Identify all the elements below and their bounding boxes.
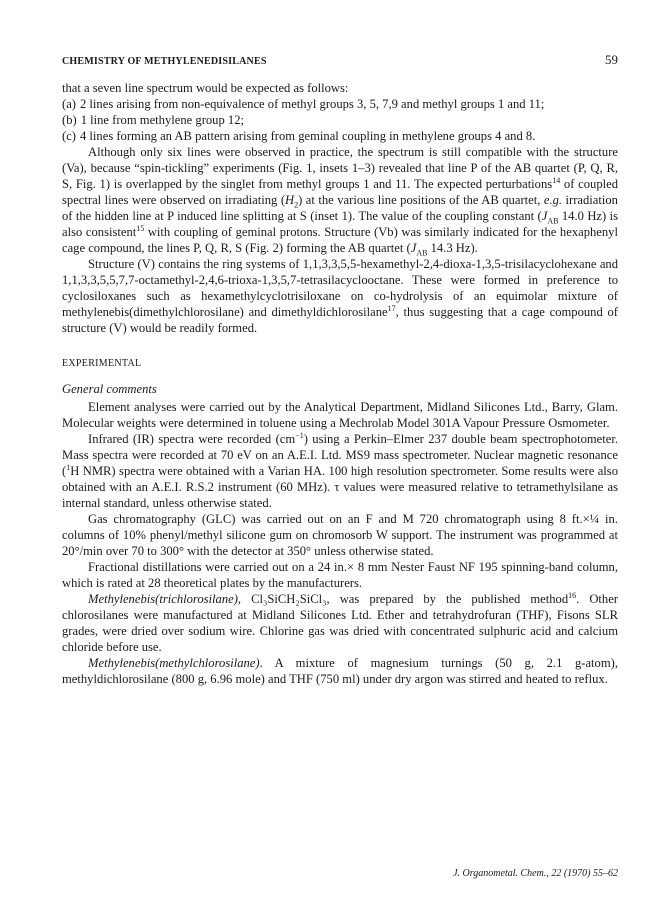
list-item-c [62,128,618,144]
list-text: 1 line from methylene group 12; [80,113,245,127]
page-body [62,80,618,687]
page-header [62,52,618,68]
compound-name: Methylenebis(methylchlorosilane) [88,656,260,670]
text-run: H NMR) spectra were obtained with a Varian HA. 100 high resolution spectrometer. Some results were also obtained with an A.E.I. R.S.2 instrument (60 MHz). τ values were measured relative to tetramethylsilane as internal standard, unless otherwise stated. [62,464,618,510]
text-run: Although only six lines were observed in practice, the spectrum is still compatible with the structure (Va), because “spin-tickling” experiments (Fig. 1, insets 1–3) revealed that line P of the AB quartet (P, Q, R, S, Fig. 1) is overlapped by the singlet from methyl groups 1 and 11. The expected perturbations [62,145,618,191]
text-run: . A mixture of magnesium turnings (50 g, 2.1 g-atom), methyldichlorosilane (800 g, 6.96 mole) and THF (750 ml) under dry argon was stirred and heated to reflux. [62,656,618,686]
subscript: AB [416,248,428,258]
symbol-italic: J [410,241,417,255]
reference-superscript: 14 [552,175,561,185]
text-run: . Other chlorosilanes were manufactured at Midland Silicones Ltd. Ether and tetrahydrofuran (THF), Fisons SLR grades, were dried over sodium wire. Chlorine gas was dried with concentrated sulphuric acid and calcium chloride before use. [62,592,618,654]
text-run: of coupled spectral lines were observed on irradiating ( [62,177,618,207]
paragraph-glc: Gas chromatography (GLC) was carried out on an F and M 720 chromatograph using 8 ft.×¼ in. columns of 10% phenyl/methyl silicone gum on chromosorb W support. The instrument was programmed at 20°/min over 70 to 300° with the detector at 350° unless otherwise stated. [62,512,618,558]
text-run: ) using a Perkin–Elmer 237 double beam spectrophotometer. Mass spectra were recorded at 70 eV on an A.E.I. Ltd. MS9 mass spectrometer. Nuclear magnetic resonance ( [62,432,618,478]
text-run: Infrared (IR) spectra were recorded (cm [88,432,296,446]
paragraph-ring-systems [62,256,618,336]
text-run: 14.0 Hz) is also consistent [62,209,619,239]
text-run: irradiation of the hidden line at P induced line splitting at S (inset 1). The value of the coupling constant ( [62,193,618,223]
symbol-italic: J [541,209,548,223]
list-text: 4 lines forming an AB pattern arising from geminal coupling in methylene groups 4 and 8. [79,129,536,143]
text-italic: e.g. [543,193,563,207]
intro-line: that a seven line spectrum would be expected as follows: [62,81,349,95]
reference-superscript: 15 [136,223,145,233]
superscript: 1 [66,462,71,472]
list-item-a [62,96,618,112]
text-run: Structure (V) contains the ring systems of 1,1,3,3,5,5-hexamethyl-2,4-dioxa-1,3,5-trisilacyclohexane and 1,1,3,3,5,5,7,7-octamethyl-2,4,6-trioxa-1,3,5,7-tetrasilacyclooctane. These were formed in preference to cyclosiloxanes such as hexamethylcyclotrisiloxane on co-hydrolysis of an equimolar mixture of methylenebis(dimethylchlorosilane) and dimethyldichlorosilane [62,257,618,319]
subscript: 2 [294,200,299,210]
reference-superscript: 16 [568,590,577,600]
compound-name: Methylenebis(trichlorosilane) [88,592,238,606]
list-label: (a) [62,97,76,111]
paragraph-spectra [62,431,618,511]
journal-citation: J. Organometal. Chem., 22 (1970) 55–62 [453,868,618,879]
list-label: (c) [62,129,76,143]
symbol-italic: H [285,193,295,207]
paragraph-methylchlorosilane [62,655,618,687]
paragraph-spin-tickling [62,144,618,256]
paragraph-analyses: Element analyses were carried out by the Analytical Department, Midland Silicones Ltd., Barry, Glam. Molecular weights were determined in toluene using a Mechrolab Model 301A Vapour Pressure Osmometer. [62,400,618,430]
subheading-general-comments: General comments [62,382,157,396]
text-run: , thus suggesting that a cage compound of structure (V) would be readily formed. [62,305,618,335]
section-heading-experimental: EXPERIMENTAL [62,358,142,369]
list-item-b [62,112,618,128]
text-run: ) at the various line positions of the AB quartet, [298,193,544,207]
text-run: 14.3 Hz). [427,241,478,255]
text-run: , Cl₃SiCH₂SiCl₃, was prepared by the published method [237,592,569,606]
subscript: AB [547,216,559,226]
text-run: with coupling of geminal protons. Structure (Vb) was similarly indicated for the hexaphenyl cage compound, the lines P, Q, R, S (Fig. 2) forming the AB quartet ( [62,225,618,255]
superscript: −1 [295,430,304,440]
list-label: (b) [62,113,77,127]
paragraph-trichlorosilane [62,591,618,655]
running-title: CHEMISTRY OF METHYLENEDISILANES [62,56,267,67]
paragraph-distillation: Fractional distillations were carried out on a 24 in.× 8 mm Nester Faust NF 195 spinning-band column, which is rated at 28 theoretical plates by the manufacturers. [62,560,618,590]
list-text: 2 lines arising from non-equivalence of methyl groups 3, 5, 7,9 and methyl groups 1 and 11; [79,97,545,111]
page-number: 59 [605,52,618,67]
reference-superscript: 17 [387,303,396,313]
